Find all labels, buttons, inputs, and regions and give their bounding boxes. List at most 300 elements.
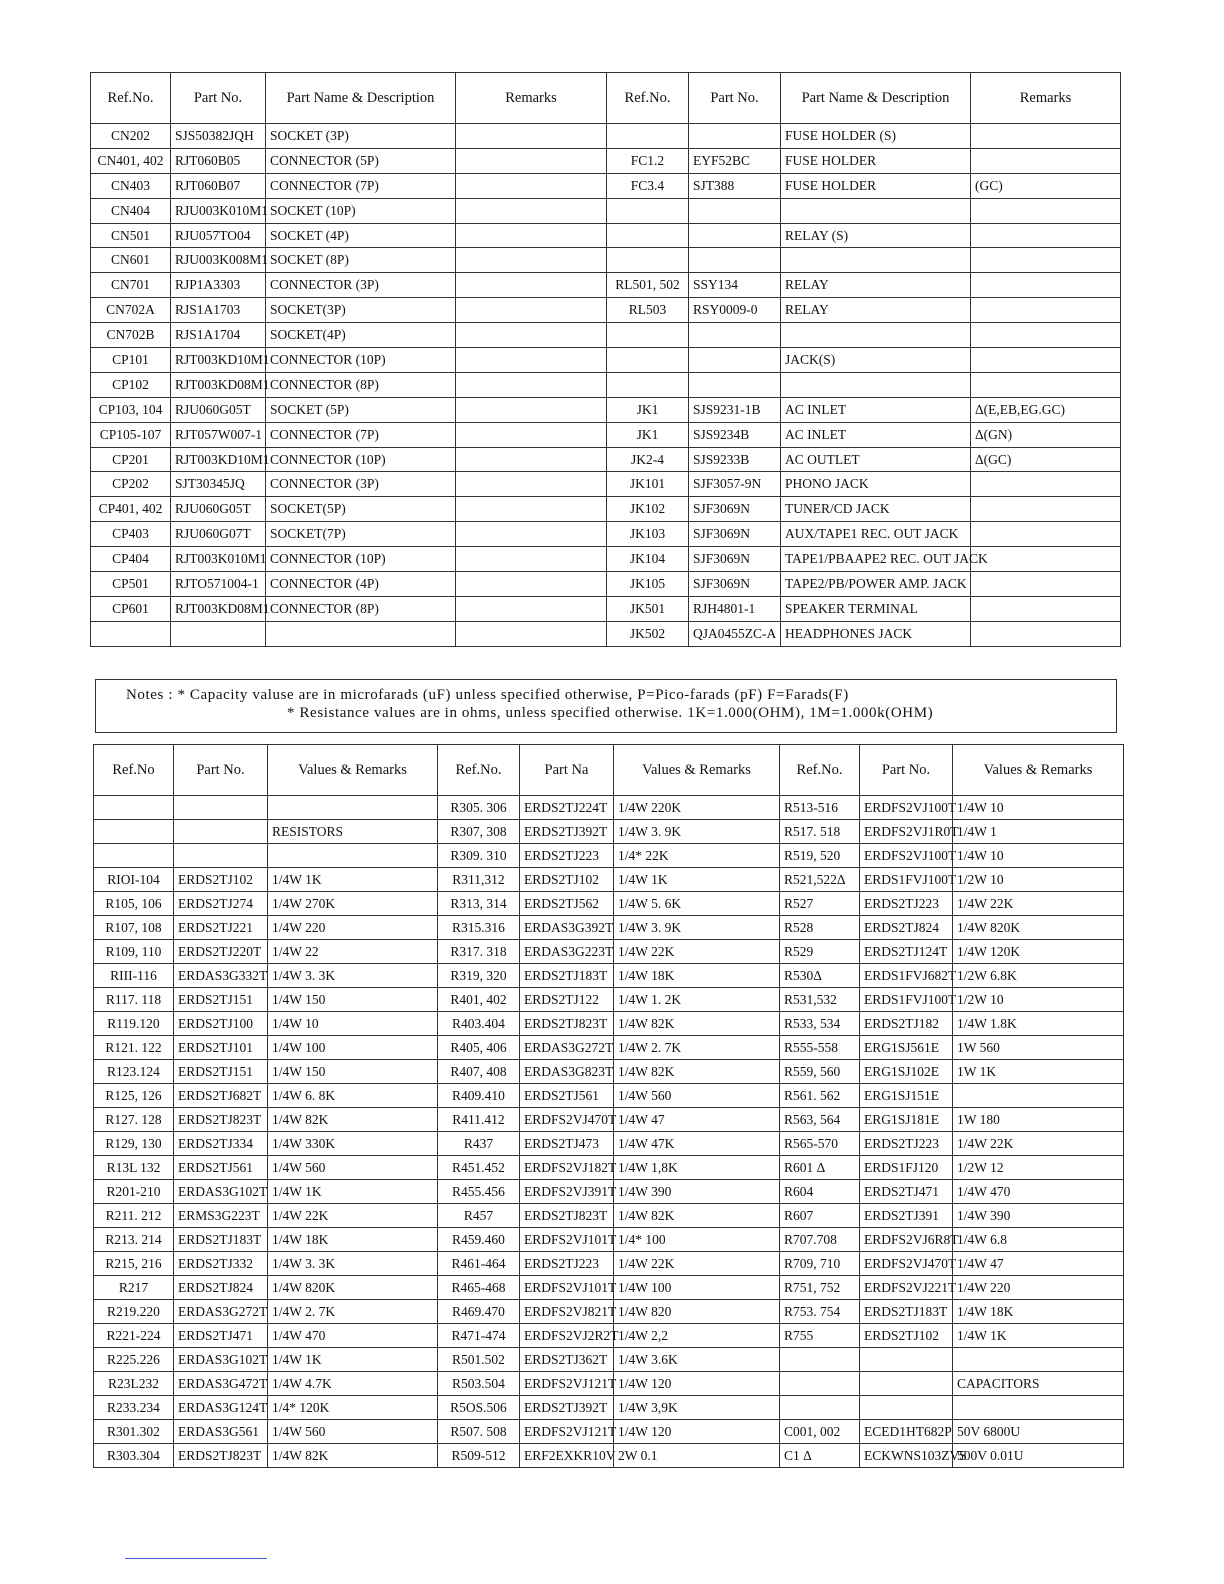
table-cell [456, 522, 607, 547]
table-cell: ERDS2TJ223 [520, 844, 614, 868]
table-cell: 1/4W 5. 6K [614, 892, 780, 916]
table-cell [94, 796, 174, 820]
table-cell: 1/4W 1K [268, 1180, 438, 1204]
table-cell: R407, 408 [438, 1060, 520, 1084]
table-cell [174, 796, 268, 820]
table-cell: FC1.2 [607, 148, 689, 173]
table-cell: ERDFS2VJ101T [520, 1276, 614, 1300]
table-cell: SOCKET(7P) [266, 522, 456, 547]
table-cell: RL503 [607, 298, 689, 323]
table-cell: ERDS1FVJ100T [860, 988, 953, 1012]
table-cell: 1/4W 120K [953, 940, 1124, 964]
table-cell [689, 124, 781, 149]
table-cell: R519, 520 [780, 844, 860, 868]
table-cell: 1/4W 150 [268, 1060, 438, 1084]
table-cell: R529 [780, 940, 860, 964]
table-cell: SJF3069N [689, 547, 781, 572]
table-cell: ERDS2TJ221 [174, 916, 268, 940]
table-row [91, 223, 1121, 248]
table-cell: CP601 [91, 596, 171, 621]
table-cell: RJH4801-1 [689, 596, 781, 621]
table-cell: CN702B [91, 323, 171, 348]
table-cell: ECED1HT682P [860, 1420, 953, 1444]
table-cell: CONNECTOR (3P) [266, 273, 456, 298]
table-cell: RL501, 502 [607, 273, 689, 298]
table-cell: ERDS2TJ223 [860, 892, 953, 916]
table-cell: ERDS2TJ823T [174, 1444, 268, 1468]
table-cell: R315.316 [438, 916, 520, 940]
table-cell: TUNER/CD JACK [781, 497, 971, 522]
table-header-row [94, 745, 1124, 796]
table-row [94, 1444, 1124, 1468]
table-cell: 1/4W 10 [268, 1012, 438, 1036]
table-cell: ERDFS2VJ100T [860, 844, 953, 868]
table-cell: RJU057TO04 [171, 223, 266, 248]
table-cell: ERDS2TJ102 [174, 868, 268, 892]
table-cell: ERDS2TJ124T [860, 940, 953, 964]
table-cell: R517. 518 [780, 820, 860, 844]
table-cell: R313, 314 [438, 892, 520, 916]
column-header: Part No. [860, 745, 953, 796]
table-cell: R469.470 [438, 1300, 520, 1324]
table-cell: R527 [780, 892, 860, 916]
column-header: Ref.No [94, 745, 174, 796]
table-cell: R23L232 [94, 1372, 174, 1396]
table-row [91, 547, 1121, 572]
table-cell: R403.404 [438, 1012, 520, 1036]
table-cell: (GC) [971, 173, 1121, 198]
table-cell: HEADPHONES JACK [781, 621, 971, 646]
table-cell: 1W 1K [953, 1060, 1124, 1084]
table-cell: RJU060G05T [171, 397, 266, 422]
table-cell: SJT30345JQ [171, 472, 266, 497]
table-cell: CN702A [91, 298, 171, 323]
table-cell [607, 124, 689, 149]
table-cell: 1W 180 [953, 1108, 1124, 1132]
table-cell: R509-512 [438, 1444, 520, 1468]
table-cell: CP101 [91, 348, 171, 373]
table-cell: JACK(S) [781, 348, 971, 373]
table-cell [456, 273, 607, 298]
table-cell [860, 1396, 953, 1420]
table-cell: CP403 [91, 522, 171, 547]
table-cell: R531,532 [780, 988, 860, 1012]
table-cell [689, 198, 781, 223]
table-cell: 1/4W 47 [614, 1108, 780, 1132]
table-cell: C1 Δ [780, 1444, 860, 1468]
table-cell: ERDS2TJ101 [174, 1036, 268, 1060]
table-cell: R125, 126 [94, 1084, 174, 1108]
table-cell [781, 248, 971, 273]
table-cell: ERDAS3G472T [174, 1372, 268, 1396]
table-row [94, 1012, 1124, 1036]
table-cell: R565-570 [780, 1132, 860, 1156]
table-cell: RJU003K008M1 [171, 248, 266, 273]
column-header: Part No. [174, 745, 268, 796]
table-cell: SJF3069N [689, 522, 781, 547]
table-row [94, 1348, 1124, 1372]
table-cell: 1/4W 150 [268, 988, 438, 1012]
table-cell [91, 621, 171, 646]
table-cell: ERG1SJ151E [860, 1084, 953, 1108]
table-cell [860, 1372, 953, 1396]
table-cell: 1/4W 560 [268, 1156, 438, 1180]
table-row [94, 1324, 1124, 1348]
table-cell: AC INLET [781, 422, 971, 447]
table-row [94, 1396, 1124, 1420]
table-cell: RELAY (S) [781, 223, 971, 248]
table-cell: R317. 318 [438, 940, 520, 964]
table-cell: SOCKET (10P) [266, 198, 456, 223]
table-cell: 1/4W 3. 9K [614, 916, 780, 940]
table-cell: RJTO571004-1 [171, 572, 266, 597]
table-cell: ERDS2TJ682T [174, 1084, 268, 1108]
table-cell [971, 298, 1121, 323]
table-cell: FC3.4 [607, 173, 689, 198]
table-cell [971, 621, 1121, 646]
table-cell: CONNECTOR (7P) [266, 173, 456, 198]
table-cell [456, 472, 607, 497]
table-cell [456, 323, 607, 348]
table-cell: R561. 562 [780, 1084, 860, 1108]
table-cell: FUSE HOLDER (S) [781, 124, 971, 149]
table-cell: ERDFS2VJ470T [520, 1108, 614, 1132]
table-cell: R709, 710 [780, 1252, 860, 1276]
table-cell: ERDS2TJ392T [520, 1396, 614, 1420]
table-cell: SJS9233B [689, 447, 781, 472]
table-cell: 1/4W 330K [268, 1132, 438, 1156]
table-cell: R215, 216 [94, 1252, 174, 1276]
table-cell: 1/4W 1. 2K [614, 988, 780, 1012]
table-cell: ERG1SJ181E [860, 1108, 953, 1132]
table-cell: 1/4W 1.8K [953, 1012, 1124, 1036]
table-cell: R311,312 [438, 868, 520, 892]
table-cell [456, 372, 607, 397]
table-cell: RSY0009-0 [689, 298, 781, 323]
table-row [91, 372, 1121, 397]
table-cell: RJS1A1704 [171, 323, 266, 348]
table-cell: ERDS1FVJ100T [860, 868, 953, 892]
table-cell [607, 323, 689, 348]
table-cell: CP202 [91, 472, 171, 497]
table-cell: 1/4W 22 [268, 940, 438, 964]
table-cell: ERDFS2VJ1R0T [860, 820, 953, 844]
table-cell: RJP1A3303 [171, 273, 266, 298]
table-cell: CP105-107 [91, 422, 171, 447]
table-cell: ERDS2TJ274 [174, 892, 268, 916]
table-cell: ERDFS2VJ121T [520, 1420, 614, 1444]
table-cell [971, 198, 1121, 223]
table-cell: 1/2W 10 [953, 988, 1124, 1012]
table-row [94, 844, 1124, 868]
table-cell: RELAY [781, 273, 971, 298]
table-cell [171, 621, 266, 646]
table-cell: 1/4W 220 [953, 1276, 1124, 1300]
table-cell: CONNECTOR (8P) [266, 372, 456, 397]
table-cell: RJT060B05 [171, 148, 266, 173]
table-cell [456, 596, 607, 621]
table-cell: CONNECTOR (3P) [266, 472, 456, 497]
table-row [94, 1060, 1124, 1084]
table-cell: R211. 212 [94, 1204, 174, 1228]
table-cell: R107, 108 [94, 916, 174, 940]
table-cell: R604 [780, 1180, 860, 1204]
table-cell: ERDS2TJ824 [174, 1276, 268, 1300]
table-cell: ERDS2TJ151 [174, 988, 268, 1012]
table-cell: 1/4W 47K [614, 1132, 780, 1156]
table-cell: ERDS2TJ391 [860, 1204, 953, 1228]
table-cell: 1/4W 22K [614, 940, 780, 964]
table-cell: ERDS2TJ471 [174, 1324, 268, 1348]
table-cell [94, 820, 174, 844]
table-row [91, 621, 1121, 646]
table-cell: ERDFS2VJ101T [520, 1228, 614, 1252]
table-cell: ERDS2TJ562 [520, 892, 614, 916]
table-cell [780, 1348, 860, 1372]
table-cell [953, 1084, 1124, 1108]
table-cell: PHONO JACK [781, 472, 971, 497]
table-cell: 1/4W 3. 3K [268, 964, 438, 988]
table-cell: 1/4W 6. 8K [268, 1084, 438, 1108]
table-cell: ERDS2TJ122 [520, 988, 614, 1012]
table-cell: R127. 128 [94, 1108, 174, 1132]
column-header: Part Name & Description [781, 73, 971, 124]
table-cell [689, 223, 781, 248]
table-cell [607, 348, 689, 373]
table-cell [456, 298, 607, 323]
table-cell: ERDS2TJ183T [860, 1300, 953, 1324]
table-cell: 1/4W 1K [614, 868, 780, 892]
table-cell: R105, 106 [94, 892, 174, 916]
table-cell: FUSE HOLDER [781, 148, 971, 173]
table-row [94, 892, 1124, 916]
table-cell: 1/4W 82K [614, 1060, 780, 1084]
table-cell [266, 621, 456, 646]
table-cell: 1/4W 1K [953, 1324, 1124, 1348]
table-cell: ERDS2TJ151 [174, 1060, 268, 1084]
table-cell [456, 547, 607, 572]
table-cell: 1/4W 22K [614, 1252, 780, 1276]
table-cell: R521,522Δ [780, 868, 860, 892]
table-cell: R465-468 [438, 1276, 520, 1300]
column-header: Part No. [171, 73, 266, 124]
table-cell: 1/4W 3.6K [614, 1348, 780, 1372]
table-cell: 1/4W 22K [268, 1204, 438, 1228]
table-cell: SOCKET (3P) [266, 124, 456, 149]
table-row [94, 1108, 1124, 1132]
table-cell: CP201 [91, 447, 171, 472]
table-cell [456, 422, 607, 447]
table-cell: R503.504 [438, 1372, 520, 1396]
table-cell: R533, 534 [780, 1012, 860, 1036]
table-cell: SJS9231-1B [689, 397, 781, 422]
table-cell [971, 596, 1121, 621]
parts-table-resistors [93, 744, 1124, 1468]
table-cell: ERDS2TJ220T [174, 940, 268, 964]
table-cell: R409.410 [438, 1084, 520, 1108]
table-cell: 1/4W 1 [953, 820, 1124, 844]
table-cell: ERDS2TJ823T [174, 1108, 268, 1132]
table-cell [174, 844, 268, 868]
table-cell: ERDS2TJ824 [860, 916, 953, 940]
table-cell: RIOI-104 [94, 868, 174, 892]
table-cell: 1/4W 10 [953, 844, 1124, 868]
table-cell: 1/4W 120 [614, 1372, 780, 1396]
table-cell [971, 522, 1121, 547]
table-row [94, 1180, 1124, 1204]
table-cell: CONNECTOR (7P) [266, 422, 456, 447]
table-cell [689, 323, 781, 348]
table-cell: 1/4W 220K [614, 796, 780, 820]
table-cell: 1/4* 22K [614, 844, 780, 868]
table-row [94, 1252, 1124, 1276]
table-cell: JK104 [607, 547, 689, 572]
table-cell: ERDS2TJ334 [174, 1132, 268, 1156]
table-row [94, 1228, 1124, 1252]
table-cell: SJF3069N [689, 497, 781, 522]
table-cell: 2W 0.1 [614, 1444, 780, 1468]
table-cell: CN501 [91, 223, 171, 248]
table-cell: R5OS.506 [438, 1396, 520, 1420]
column-header: Ref.No. [607, 73, 689, 124]
table-cell: RJT003KD10M1 [171, 348, 266, 373]
table-cell [456, 223, 607, 248]
footer-link-underline [125, 1558, 267, 1559]
notes-line-1: Notes : * Capacity valuse are in microfarads (uF) unless specified otherwise, P=Pico-farads (pF) F=Farads(F) [126, 687, 849, 703]
table-cell: ERDAS3G102T [174, 1180, 268, 1204]
table-cell: 1/4W 10 [953, 796, 1124, 820]
table-cell: RJU060G07T [171, 522, 266, 547]
table-row [91, 273, 1121, 298]
table-cell: R751, 752 [780, 1276, 860, 1300]
table-cell: R461-464 [438, 1252, 520, 1276]
table-cell: 1/4W 3. 3K [268, 1252, 438, 1276]
table-cell: 1/4W 390 [953, 1204, 1124, 1228]
table-cell: ERDAS3G124T [174, 1396, 268, 1420]
table-cell: 1/4W 820K [953, 916, 1124, 940]
table-row [91, 422, 1121, 447]
table-cell: CONNECTOR (5P) [266, 148, 456, 173]
table-cell: RJU003K010M1 [171, 198, 266, 223]
table-cell: ERDAS3G223T [520, 940, 614, 964]
table-cell: CP501 [91, 572, 171, 597]
table-cell: JK101 [607, 472, 689, 497]
table-row [91, 248, 1121, 273]
table-cell [456, 198, 607, 223]
table-cell: CP401, 402 [91, 497, 171, 522]
table-cell: JK102 [607, 497, 689, 522]
table-row [91, 596, 1121, 621]
table-cell: JK103 [607, 522, 689, 547]
table-cell: 1/4W 18K [953, 1300, 1124, 1324]
table-cell: JK501 [607, 596, 689, 621]
table-cell: RJT057W007-1 [171, 422, 266, 447]
table-row [94, 1420, 1124, 1444]
table-cell: ECKWNS103ZVS [860, 1444, 953, 1468]
table-cell: SOCKET (8P) [266, 248, 456, 273]
table-cell: R405, 406 [438, 1036, 520, 1060]
table-cell: ERDFS2VJ391T [520, 1180, 614, 1204]
table-cell: ERDS2TJ100 [174, 1012, 268, 1036]
table-cell: 1/4W 22K [953, 1132, 1124, 1156]
table-cell: JK1 [607, 397, 689, 422]
table-row [94, 820, 1124, 844]
table-cell: ERDAS3G102T [174, 1348, 268, 1372]
table-cell: RJT003K010M1 [171, 547, 266, 572]
table-cell: ERDS1FVJ682T [860, 964, 953, 988]
table-cell [971, 547, 1121, 572]
table-cell: ERDS1FJ120 [860, 1156, 953, 1180]
table-cell: 1/4W 390 [614, 1180, 780, 1204]
table-cell: ERDFS2VJ100T [860, 796, 953, 820]
table-cell: RJS1A1703 [171, 298, 266, 323]
column-header: Part Name & Description [266, 73, 456, 124]
table-cell: R307, 308 [438, 820, 520, 844]
table-row [94, 1276, 1124, 1300]
table-cell: ERDFS2VJ821T [520, 1300, 614, 1324]
table-cell: ERDAS3G392T [520, 916, 614, 940]
table-cell: QJA0455ZC-A [689, 621, 781, 646]
table-cell: ERDS2TJ471 [860, 1180, 953, 1204]
table-cell: R707.708 [780, 1228, 860, 1252]
table-row [94, 1204, 1124, 1228]
table-cell: Δ(E,EB,EG.GC) [971, 397, 1121, 422]
table-cell: AUX/TAPE1 REC. OUT JACK [781, 522, 971, 547]
table-cell: R607 [780, 1204, 860, 1228]
table-cell [456, 124, 607, 149]
table-row [94, 916, 1124, 940]
table-cell: CN404 [91, 198, 171, 223]
table-cell: R753. 754 [780, 1300, 860, 1324]
table-cell: JK105 [607, 572, 689, 597]
column-header: Values & Remarks [953, 745, 1124, 796]
table-cell: R309. 310 [438, 844, 520, 868]
table-cell [689, 372, 781, 397]
table-cell: 1/4W 470 [268, 1324, 438, 1348]
table-row [91, 298, 1121, 323]
table-cell: R601 Δ [780, 1156, 860, 1180]
table-row [91, 348, 1121, 373]
table-cell [953, 1396, 1124, 1420]
table-cell: 1/2W 12 [953, 1156, 1124, 1180]
table-cell: 1/4W 82K [614, 1012, 780, 1036]
table-cell: R457 [438, 1204, 520, 1228]
table-cell: SJS50382JQH [171, 124, 266, 149]
table-cell [781, 372, 971, 397]
table-cell: R471-474 [438, 1324, 520, 1348]
table-cell: Δ(GN) [971, 422, 1121, 447]
table-cell [94, 844, 174, 868]
column-header: Remarks [456, 73, 607, 124]
table-cell [607, 248, 689, 273]
table-cell: RJT060B07 [171, 173, 266, 198]
table-cell: EYF52BC [689, 148, 781, 173]
notes-line-2: * Resistance values are in ohms, unless specified otherwise. 1K=1.000(OHM), 1M=1.000k(OHM) [287, 705, 934, 721]
table-row [91, 472, 1121, 497]
table-header-row [91, 73, 1121, 124]
table-cell: 1/4W 4.7K [268, 1372, 438, 1396]
table-cell: SJS9234B [689, 422, 781, 447]
table-row [91, 572, 1121, 597]
table-cell: SOCKET(4P) [266, 323, 456, 348]
table-cell: C001, 002 [780, 1420, 860, 1444]
table-cell: R109, 110 [94, 940, 174, 964]
table-cell: R219.220 [94, 1300, 174, 1324]
table-cell: R129, 130 [94, 1132, 174, 1156]
table-cell: R563, 564 [780, 1108, 860, 1132]
table-cell: 1/4W 82K [268, 1108, 438, 1132]
table-cell: CN401, 402 [91, 148, 171, 173]
